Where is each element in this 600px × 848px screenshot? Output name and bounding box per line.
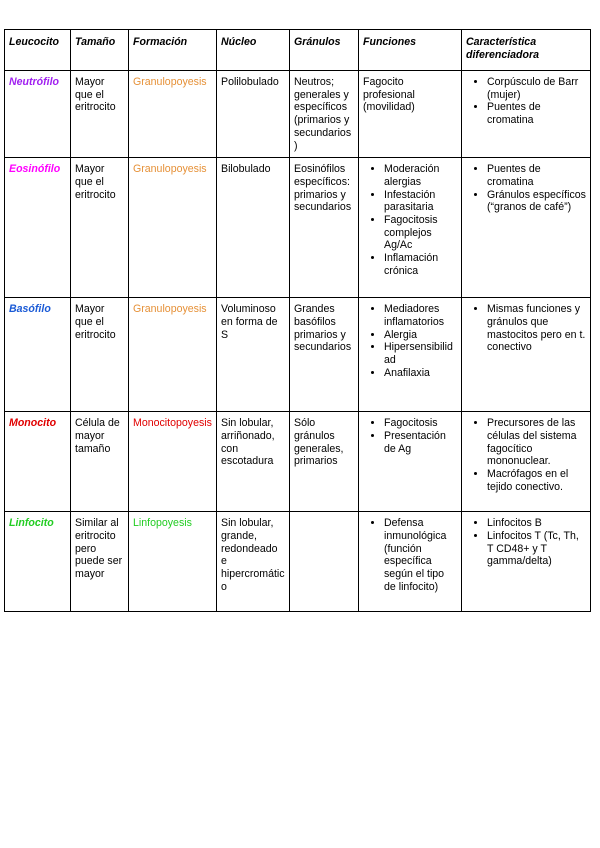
header-row: [5, 30, 591, 71]
cell-formation: Granulopoyesis: [129, 158, 217, 298]
cell-formation: Granulopoyesis: [129, 71, 217, 158]
cell-features: [462, 71, 591, 158]
list-item: • Inflamación crónica: [384, 252, 457, 277]
cell-name: Neutrófilo: [5, 71, 71, 158]
leukocyte-table: [4, 29, 591, 612]
cell-nucleus: Sin lobular, grande, redondeado e hipercromático: [217, 512, 290, 612]
cell-functions: [359, 412, 462, 512]
table-row-eosinofilo: [5, 158, 591, 298]
cell-functions: [359, 298, 462, 412]
list-item: • Infestación parasitaria: [384, 189, 457, 214]
list-item: • Defensa inmunológica (función específica según el tipo de linfocito): [384, 517, 457, 593]
list-item: • Precursores de las células del sistema fagocítico mononuclear.: [487, 417, 586, 468]
table-row-neutrofilo: [5, 71, 591, 158]
header-tamano: Tamaño: [71, 30, 129, 71]
list-item: • Mismas funciones y gránulos que mastocitos pero en t. conectivo: [487, 303, 586, 354]
header-formacion: Formación: [129, 30, 217, 71]
cell-functions: [359, 512, 462, 612]
list-item: • Alergia: [384, 329, 457, 342]
list-item: • Hipersensibilidad: [384, 341, 457, 366]
list-item: • Fagocitosis: [384, 417, 457, 430]
cell-size: Mayor que el eritrocito: [71, 158, 129, 298]
cell-granules: Neutros; generales y específicos (primarios y secundarios): [290, 71, 359, 158]
list-item: • Linfocitos T (Tc, Th, T CD48+ y T gamma/delta): [487, 530, 586, 568]
list-item: • Corpúsculo de Barr (mujer): [487, 76, 586, 101]
list-item: • Anafilaxia: [384, 367, 457, 380]
table-row-basofilo: [5, 298, 591, 412]
cell-granules: Eosinófilos específicos: primarios y secundarios: [290, 158, 359, 298]
cell-nucleus: Voluminoso en forma de S: [217, 298, 290, 412]
cell-features: [462, 298, 591, 412]
cell-nucleus: Sin lobular, arriñonado, con escotadura: [217, 412, 290, 512]
cell-formation: Linfopoyesis: [129, 512, 217, 612]
cell-nucleus: Bilobulado: [217, 158, 290, 298]
cell-features: [462, 158, 591, 298]
cell-nucleus: Polilobulado: [217, 71, 290, 158]
list-item: • Linfocitos B: [487, 517, 586, 530]
list-item: • Fagocitosis complejos Ag/Ac: [384, 214, 457, 252]
cell-features: [462, 412, 591, 512]
list-item: • Mediadores inflamatorios: [384, 303, 457, 328]
table-row-monocito: [5, 412, 591, 512]
cell-granules: Grandes basófilos primarios y secundarios: [290, 298, 359, 412]
cell-functions: Fagocito profesional (movilidad): [359, 71, 462, 158]
list-item: • Puentes de cromatina: [487, 163, 586, 188]
cell-size: Mayor que el eritrocito: [71, 71, 129, 158]
header-caracteristica: Característica diferenciadora: [462, 30, 591, 71]
list-item: • Macrófagos en el tejido conectivo.: [487, 468, 586, 493]
cell-granules: [290, 512, 359, 612]
cell-size: Mayor que el eritrocito: [71, 298, 129, 412]
cell-granules: Sólo gránulos generales, primarios: [290, 412, 359, 512]
cell-formation: Granulopoyesis: [129, 298, 217, 412]
cell-formation: Monocitopoyesis: [129, 412, 217, 512]
list-item: • Gránulos específicos (“granos de café”): [487, 189, 586, 214]
list-item: • Puentes de cromatina: [487, 101, 586, 126]
header-leucocito: Leucocito: [5, 30, 71, 71]
cell-features: [462, 512, 591, 612]
cell-name: Linfocito: [5, 512, 71, 612]
cell-size: Célula de mayor tamaño: [71, 412, 129, 512]
cell-name: Monocito: [5, 412, 71, 512]
header-funciones: Funciones: [359, 30, 462, 71]
cell-functions: [359, 158, 462, 298]
list-item: • Presentación de Ag: [384, 430, 457, 455]
header-nucleo: Núcleo: [217, 30, 290, 71]
header-granulos: Gránulos: [290, 30, 359, 71]
cell-name: Basófilo: [5, 298, 71, 412]
table-row-linfocito: [5, 512, 591, 612]
cell-name: Eosinófilo: [5, 158, 71, 298]
list-item: • Moderación alergias: [384, 163, 457, 188]
cell-size: Similar al eritrocito pero puede ser mayor: [71, 512, 129, 612]
